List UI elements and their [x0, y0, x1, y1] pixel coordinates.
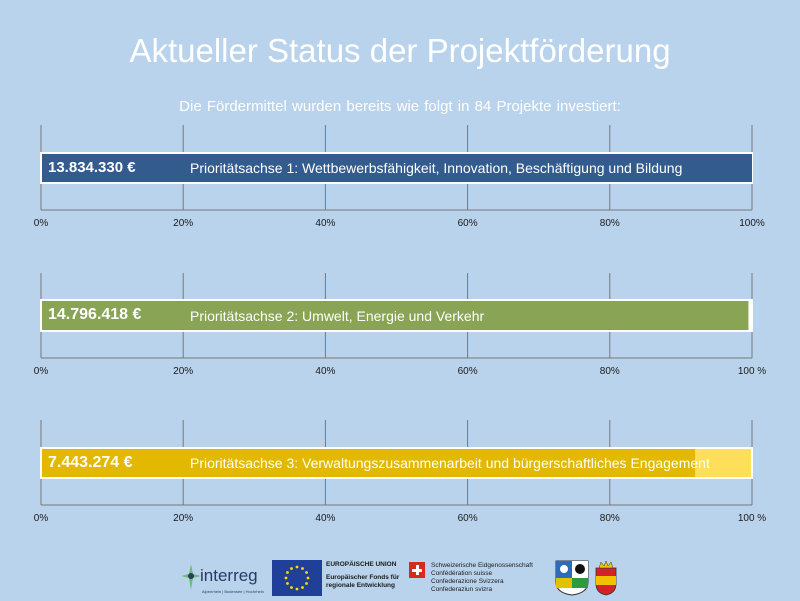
interreg-wordmark: interreg	[200, 566, 258, 585]
swiss-line-4: Confederaziun svizra	[431, 586, 493, 593]
eu-star	[286, 571, 289, 574]
tick-label: 100%	[739, 218, 765, 229]
eu-flag-icon	[272, 560, 322, 596]
tick-label: 60%	[457, 366, 478, 377]
swiss-line-3: Confederazione Svizzera	[431, 578, 504, 585]
tick-label: 40%	[315, 218, 336, 229]
tick-label: 20%	[173, 513, 194, 524]
category-label: Prioritätsachse 2: Umwelt, Energie und Verkehr	[190, 307, 485, 324]
category-label: Prioritätsachse 3: Verwaltungszusammenarbeit und bürgerschaftliches Engagement	[190, 455, 710, 471]
page-title: Aktueller Status der Projektförderung	[129, 32, 671, 69]
chart-svg	[0, 273, 800, 383]
interreg-subline: Alpenrhein | Bodensee | Hochrhein	[202, 589, 264, 594]
tick-label: 100 %	[737, 513, 767, 524]
tick-label: 60%	[457, 218, 478, 229]
eu-fund-line1: Europäischer Fonds für	[326, 573, 400, 581]
eu-star	[285, 577, 288, 580]
amount-label: 7.443.274 €	[48, 453, 133, 471]
tick-label: 20%	[173, 366, 194, 377]
eu-star	[290, 586, 293, 589]
tick-label: 40%	[315, 366, 336, 377]
amount-label: 14.796.418 €	[48, 306, 142, 324]
eu-fund-line2: regionale Entwicklung	[326, 582, 395, 589]
amount-label: 13.834.330 €	[48, 159, 136, 177]
eu-title: EUROPÄISCHE UNION	[326, 561, 397, 568]
eu-star	[290, 567, 293, 570]
eu-star	[296, 588, 299, 591]
interreg-star-icon	[180, 560, 202, 596]
category-label: Prioritätsachse 1: Wettbewerbsfähigkeit, Innovation, Beschäftigung und Bildung	[190, 160, 683, 176]
chart-svg	[0, 125, 800, 235]
eu-star	[286, 582, 289, 585]
tick-label: 0%	[33, 513, 49, 524]
chart-priority-axis-1	[0, 125, 800, 235]
tick-label: 80%	[599, 513, 620, 524]
page-subtitle: Die Fördermittel wurden bereits wie folgt in 84 Projekte investiert:	[179, 98, 621, 115]
chart-priority-axis-3	[0, 420, 800, 530]
eu-text-block	[326, 561, 399, 591]
liechtenstein-crest-icon	[595, 560, 617, 596]
chart-priority-axis-2	[0, 273, 800, 383]
canton-crest-icon	[555, 560, 589, 596]
eu-star	[305, 571, 308, 574]
interreg-logo	[180, 560, 270, 596]
eu-star	[296, 566, 299, 569]
tick-label: 80%	[599, 366, 620, 377]
tick-label: 100 %	[737, 366, 767, 377]
swiss-line-2: Confédération suisse	[431, 570, 493, 577]
tick-label: 0%	[33, 366, 49, 377]
swiss-cross-icon	[409, 562, 425, 578]
eu-star	[307, 577, 310, 580]
tick-label: 40%	[315, 513, 336, 524]
swiss-line-1: Schweizerische Eidgenossenschaft	[431, 562, 533, 569]
eu-star	[301, 567, 304, 570]
eu-star	[305, 582, 308, 585]
tick-label: 20%	[173, 218, 194, 229]
tick-label: 0%	[33, 218, 49, 229]
eu-star	[301, 586, 304, 589]
tick-label: 60%	[457, 513, 478, 524]
sponsor-logos	[0, 552, 800, 600]
swiss-text-block	[431, 562, 533, 594]
tick-label: 80%	[599, 218, 620, 229]
chart-svg	[0, 420, 800, 530]
